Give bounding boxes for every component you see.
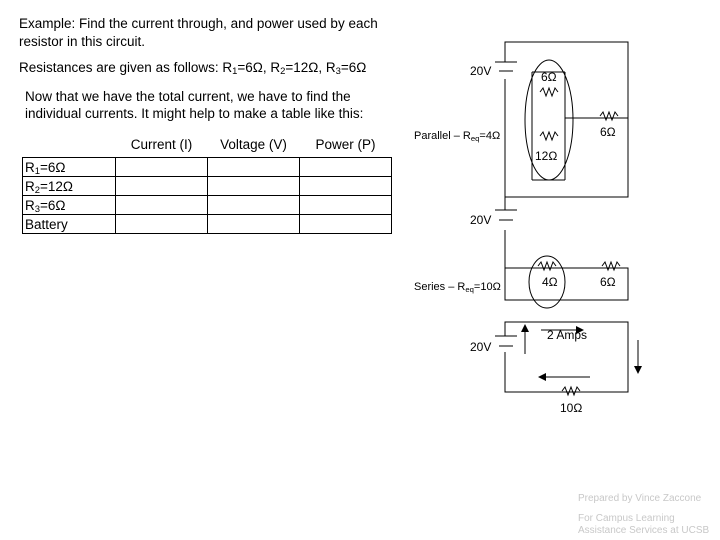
intro-line-2: resistor in this circuit. (19, 34, 146, 49)
circuit-2-r-left-label: 4Ω (542, 275, 558, 289)
footer-line-3: Assistance Services at UCSB (578, 525, 710, 536)
circuit-1-r-mid-label: 12Ω (535, 149, 558, 163)
circuit-1-r-top-label: 6Ω (541, 70, 557, 84)
row-label: $R_3=6\Omega$ (23, 196, 116, 215)
header-current: Current (I) (130, 136, 193, 152)
resistor-6-right (600, 112, 618, 120)
note-line-1: Now that we have the total current, we have to find the (25, 89, 351, 104)
circuit-2-voltage: 20V (470, 213, 492, 227)
row-label: Battery (23, 215, 116, 234)
row-label: $R_2=12\Omega$ (23, 177, 116, 196)
footer-line-1: Prepared by Vince Zaccone (578, 493, 702, 504)
resistor-6-top (540, 88, 558, 96)
circuit-3-r-label: 10Ω (560, 401, 583, 415)
header-voltage: Voltage (V) (220, 136, 287, 152)
note-line-2: individual currents. It might help to make a table like this: (25, 106, 364, 121)
parallel-req-label: Parallel – $R_{eq}=4\Omega$ (414, 130, 501, 143)
resistor-12 (540, 132, 558, 140)
series-req-label: Series – $R_{eq}=10\Omega$ (414, 281, 501, 294)
circuit-1 (495, 42, 628, 197)
resistor-6 (602, 262, 620, 270)
resistor-4 (538, 262, 556, 270)
circuit-3-voltage: 20V (470, 340, 492, 354)
circuit-3-current-label: 2 Amps (547, 328, 588, 342)
footer-line-2: For Campus Learning (578, 513, 675, 524)
header-power: Power (P) (315, 136, 376, 152)
resistances-line: Resistances are given as follows: $R_1=6\Omega$, $R_2=12\Omega$, $R_3=6\Omega$ (19, 60, 367, 77)
intro-line-1: Example: Find the current through, and power used by each (19, 16, 378, 31)
circuit-2 (495, 195, 628, 308)
circuit-1-wire (505, 42, 628, 197)
circuit-1-r-right-label: 6Ω (600, 125, 616, 139)
circuit-1-voltage: 20V (470, 64, 492, 78)
row-label: $R_1=6\Omega$ (23, 158, 116, 177)
resistor-10 (562, 387, 580, 395)
circuit-2-r-right-label: 6Ω (600, 275, 616, 289)
